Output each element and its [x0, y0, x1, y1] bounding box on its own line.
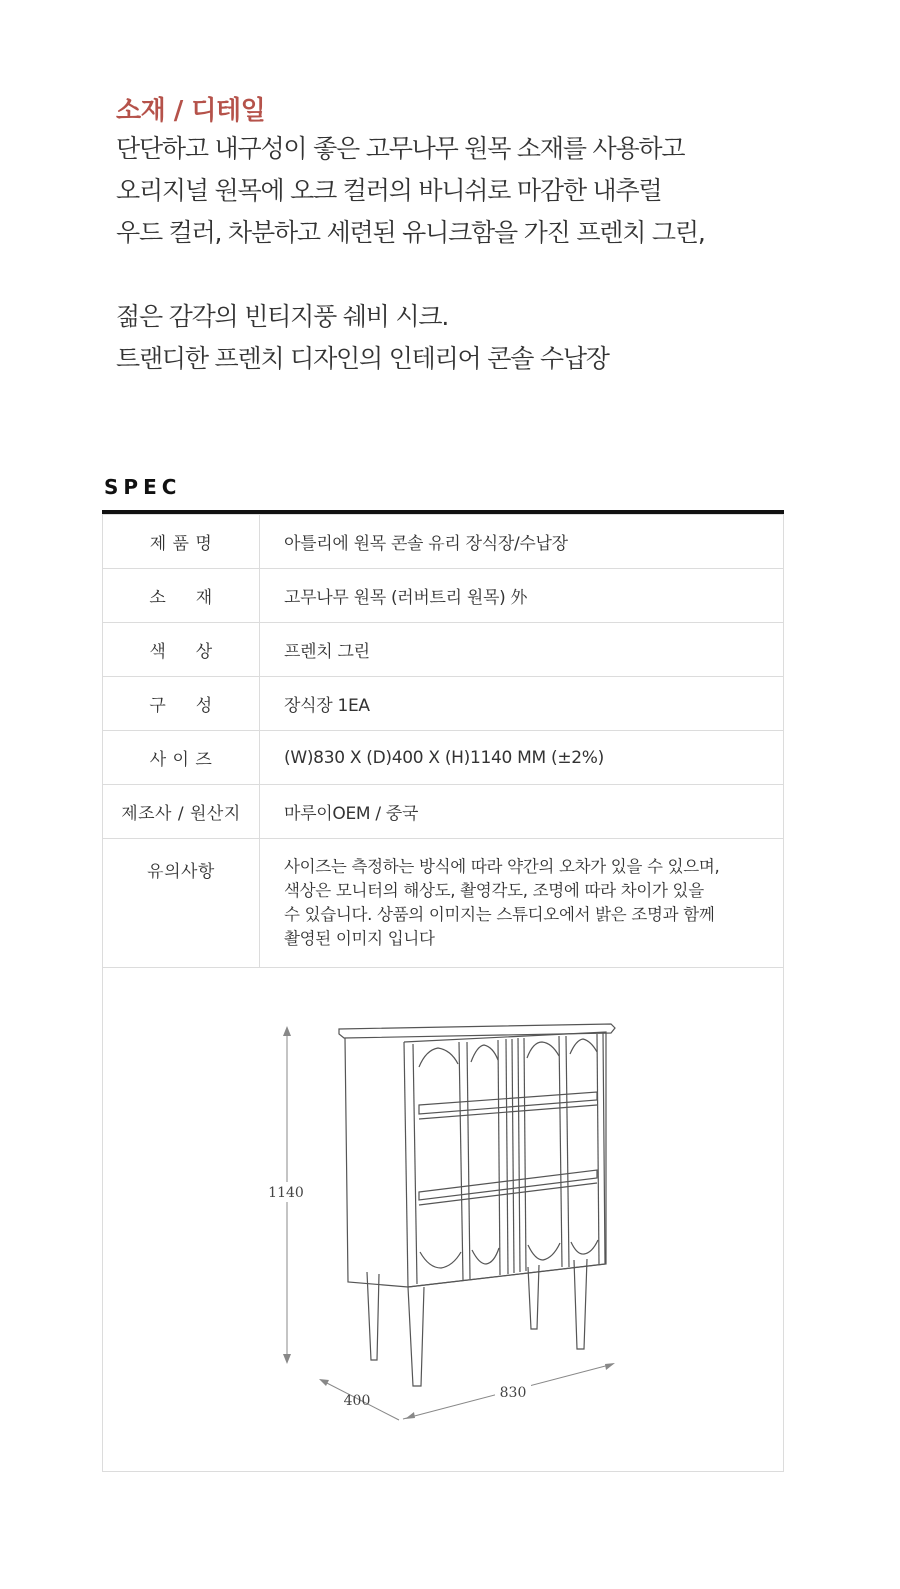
detail-title: 소재 / 디테일 [116, 96, 266, 126]
spec-value: 고무나무 원목 (러버트리 원목) 外 [260, 569, 784, 623]
spec-heading: SPEC [104, 475, 182, 499]
detail-gap [116, 254, 836, 296]
spec-label: 제조사 / 원산지 [103, 785, 260, 839]
spec-value: 프렌치 그린 [260, 623, 784, 677]
detail-section [116, 94, 836, 380]
stile [597, 1034, 599, 1264]
spec-row-diagram [103, 968, 784, 1472]
stile [467, 1042, 470, 1279]
spec-label: 소 재 [103, 569, 260, 623]
notes-line: 촬영된 이미지 입니다 [284, 929, 435, 948]
leg-front-left [408, 1287, 424, 1386]
arrow-head [605, 1363, 615, 1370]
stile [506, 1039, 508, 1274]
shelf-lower [419, 1170, 597, 1200]
glass-arch [570, 1039, 597, 1054]
stile [524, 1038, 526, 1271]
diagram-cell [103, 968, 784, 1472]
spec-label: 구 성 [103, 677, 260, 731]
stile [498, 1040, 500, 1275]
notes-line: 수 있습니다. 상품의 이미지는 스튜디오에서 밝은 조명과 함께 [284, 905, 715, 924]
glass-arch-bottom [472, 1248, 499, 1264]
leg-back-right [528, 1265, 539, 1329]
spec-row-product-name [103, 515, 784, 569]
spec-label: 제 품 명 [103, 515, 260, 569]
spec-row-notes [103, 839, 784, 968]
cabinet-side-edge [404, 1042, 408, 1287]
spec-value: 아틀리에 원목 콘솔 유리 장식장/수납장 [260, 515, 784, 569]
notes-line: 사이즈는 측정하는 방식에 따라 약간의 오차가 있을 수 있으며, [284, 857, 720, 876]
spec-row-composition [103, 677, 784, 731]
spec-label: 유의사항 [103, 839, 260, 968]
arrow-head [405, 1412, 415, 1419]
spec-row-color [103, 623, 784, 677]
glass-arch [419, 1048, 458, 1067]
cabinet-dimension-drawing [103, 968, 783, 1471]
stile [559, 1036, 562, 1267]
arrow-head [283, 1354, 291, 1364]
spec-label: 색 상 [103, 623, 260, 677]
cabinet-top [339, 1024, 615, 1038]
spec-row-size [103, 731, 784, 785]
glass-arch [471, 1045, 498, 1062]
spec-notes-value [260, 839, 784, 968]
spec-label: 사 이 즈 [103, 731, 260, 785]
detail-line-1: 단단하고 내구성이 좋은 고무나무 원목 소재를 사용하고 [116, 134, 685, 163]
leg-front-right [574, 1259, 587, 1349]
arrow-head [319, 1379, 329, 1386]
detail-line-5: 트랜디한 프렌치 디자인의 인테리어 콘솔 수납장 [116, 344, 609, 373]
stile [512, 1039, 514, 1273]
detail-line-2: 오리지널 원목에 오크 컬러의 바니쉬로 마감한 내추럴 [116, 176, 662, 205]
depth-label: 400 [343, 1393, 371, 1409]
arrow-head [283, 1026, 291, 1036]
spec-value: (W)830 X (D)400 X (H)1140 MM (±2%) [260, 731, 784, 785]
glass-arch-bottom [528, 1243, 560, 1260]
spec-table [102, 514, 784, 1472]
glass-arch-bottom [420, 1252, 461, 1268]
stile [413, 1044, 417, 1284]
stile [459, 1042, 463, 1280]
spec-row-manufacturer [103, 785, 784, 839]
spec-value: 마루이OEM / 중국 [260, 785, 784, 839]
height-label: 1140 [268, 1185, 304, 1201]
spec-row-material [103, 569, 784, 623]
detail-line-3: 우드 컬러, 차분하고 세련된 유니크함을 가진 프렌치 그린, [116, 218, 705, 247]
notes-line: 색상은 모니터의 해상도, 촬영각도, 조명에 따라 차이가 있을 [284, 881, 704, 900]
leg-back-left [367, 1272, 379, 1360]
glass-arch-bottom [571, 1240, 598, 1254]
glass-arch [527, 1042, 559, 1058]
spec-value: 장식장 1EA [260, 677, 784, 731]
stile [518, 1038, 520, 1272]
shelf-upper [419, 1092, 597, 1114]
stile [566, 1036, 569, 1267]
cabinet-front-frame [404, 1032, 606, 1287]
detail-line-4: 젊은 감각의 빈티지풍 쉐비 시크. [116, 302, 449, 331]
shelf-shadow [419, 1183, 597, 1205]
width-label: 830 [499, 1385, 527, 1401]
